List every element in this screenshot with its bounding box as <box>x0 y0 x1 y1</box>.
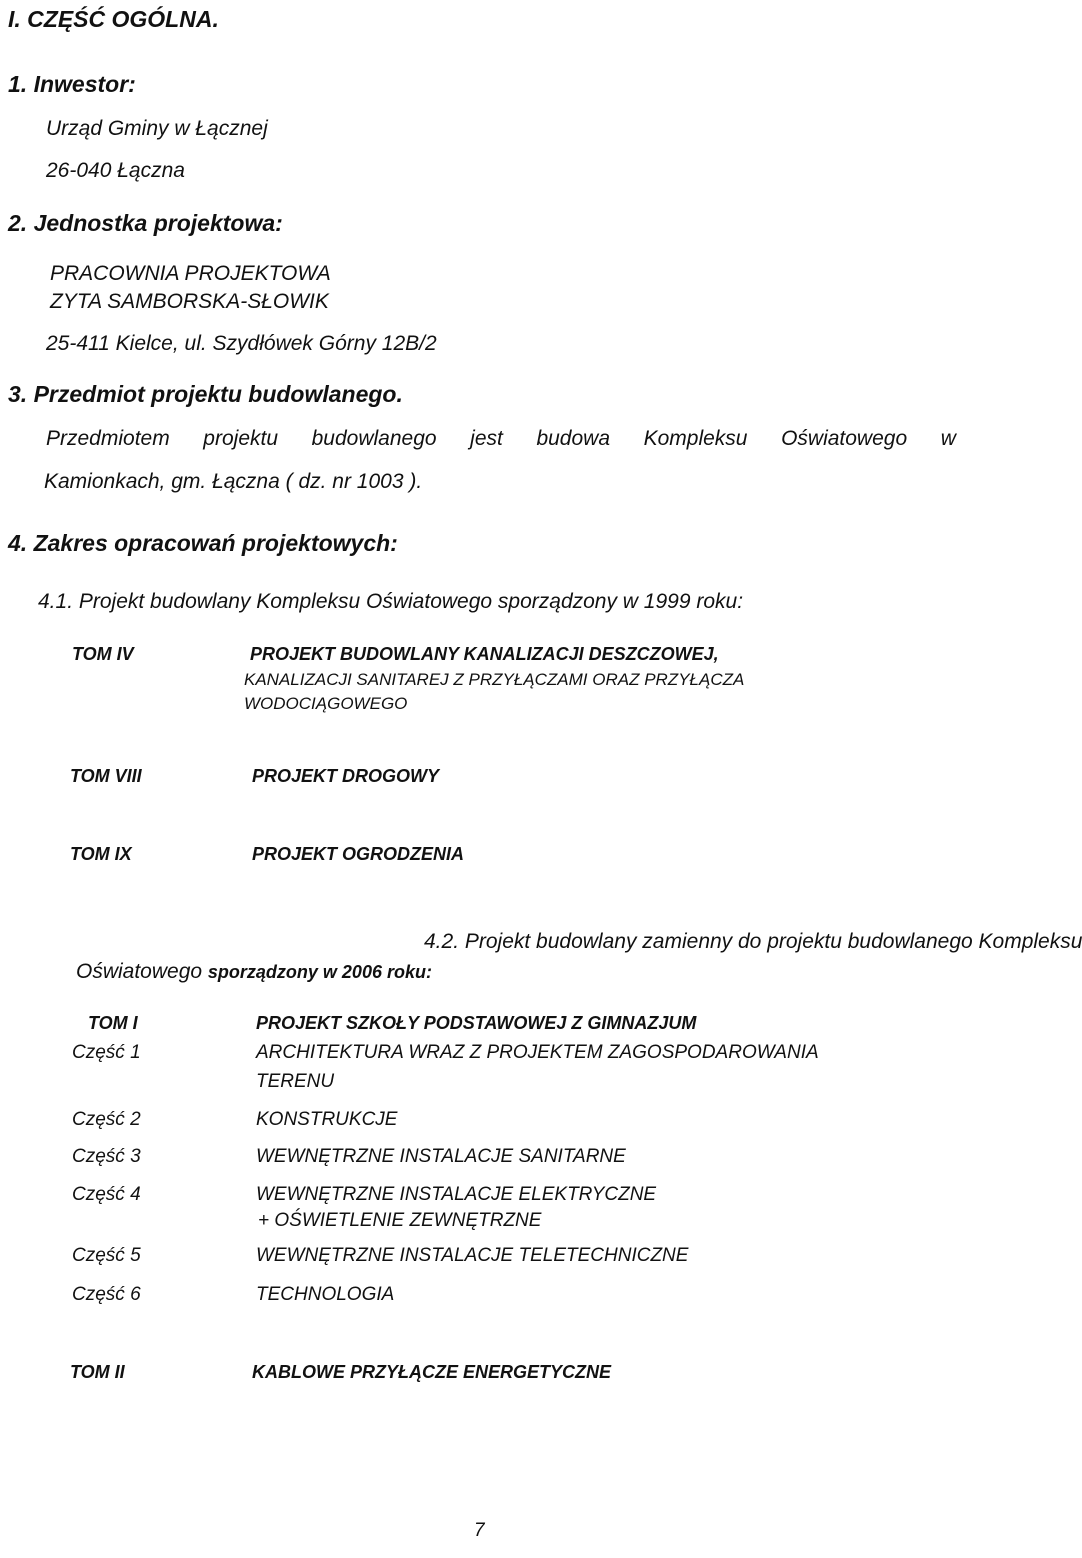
investor-line-1: Urząd Gminy w Łącznej <box>46 117 268 140</box>
subject-word: Oświatowego <box>781 427 908 450</box>
part-4-line-2: + OŚWIETLENIE ZEWNĘTRZNE <box>258 1210 542 1231</box>
part-1-line-1: ARCHITEKTURA WRAZ Z PROJEKTEM ZAGOSPODAROWANIA <box>256 1042 819 1063</box>
subject-word: Kompleksu <box>643 427 748 450</box>
tom-i-label: TOM I <box>88 1013 138 1033</box>
tom-i-title: PROJEKT SZKOŁY PODSTAWOWEJ Z GIMNAZJUM <box>256 1013 697 1033</box>
part-2-label: Część 2 <box>72 1109 141 1130</box>
part-4-line-1: WEWNĘTRZNE INSTALACJE ELEKTRYCZNE <box>256 1184 657 1205</box>
subject-word: budowa <box>536 427 610 450</box>
subject-word: Przedmiotem <box>46 427 170 450</box>
part-1-line-2: TERENU <box>256 1071 335 1092</box>
tom-iv-label: TOM IV <box>72 644 134 664</box>
part-6-label: Część 6 <box>72 1284 141 1305</box>
tom-viii-label: TOM VIII <box>70 766 142 786</box>
tom-viii-title: PROJEKT DROGOWY <box>252 766 440 786</box>
tom-iv-line-3: WODOCIĄGOWEGO <box>244 694 408 713</box>
scope-sub2-title-line-1: 4.2. Projekt budowlany zamienny do projektu budowlanego Kompleksu <box>424 930 1082 953</box>
scope-sub1-title: 4.1. Projekt budowlany Kompleksu Oświatowego sporządzony w 1999 roku: <box>38 590 744 613</box>
subject-word: jest <box>470 427 503 450</box>
tom-ix-title: PROJEKT OGRODZENIA <box>252 844 465 864</box>
scope-sub2-title-word: Oświatowego <box>76 960 203 983</box>
page-number: 7 <box>474 1520 485 1541</box>
part-2-line-1: KONSTRUKCJE <box>256 1109 398 1130</box>
design-unit-heading: 2. Jednostka projektowa: <box>8 210 283 236</box>
subject-word: w <box>940 427 956 450</box>
part-3-label: Część 3 <box>72 1146 141 1167</box>
tom-ii-label: TOM II <box>70 1362 125 1382</box>
subject-word: budowlanego <box>311 427 437 450</box>
part-6-line-1: TECHNOLOGIA <box>256 1284 395 1305</box>
part-5-line-1: WEWNĘTRZNE INSTALACJE TELETECHNICZNE <box>256 1245 689 1266</box>
scope-sub2-title-rest: sporządzony w 2006 roku: <box>207 962 432 982</box>
tom-iv-line-2: KANALIZACJI SANITAREJ Z PRZYŁĄCZAMI ORAZ PRZYŁĄCZA <box>244 670 745 689</box>
part-5-label: Część 5 <box>72 1245 141 1266</box>
scope-heading: 4. Zakres opracowań projektowych: <box>8 530 398 556</box>
investor-heading: 1. Inwestor: <box>8 71 136 97</box>
part-4-label: Część 4 <box>72 1184 141 1205</box>
design-unit-line-3: 25-411 Kielce, ul. Szydłówek Górny 12B/2 <box>46 332 437 355</box>
subject-line-2: Kamionkach, gm. Łączna ( dz. nr 1003 ). <box>44 470 423 493</box>
design-unit-line-1: PRACOWNIA PROJEKTOWA <box>50 262 331 285</box>
part-3-line-1: WEWNĘTRZNE INSTALACJE SANITARNE <box>256 1146 626 1167</box>
subject-line-1 <box>46 427 956 451</box>
subject-word: projektu <box>203 427 279 450</box>
design-unit-line-2: ZYTA SAMBORSKA-SŁOWIK <box>50 290 329 313</box>
tom-iv-line-1: PROJEKT BUDOWLANY KANALIZACJI DESZCZOWEJ, <box>250 644 719 664</box>
section-title: I. CZĘŚĆ OGÓLNA. <box>8 6 219 32</box>
part-1-label: Część 1 <box>72 1042 141 1063</box>
tom-ii-title: KABLOWE PRZYŁĄCZE ENERGETYCZNE <box>252 1362 612 1382</box>
tom-ix-label: TOM IX <box>70 844 132 864</box>
scope-sub2-title-line-2 <box>76 960 432 984</box>
investor-line-2: 26-040 Łączna <box>46 159 185 182</box>
subject-heading: 3. Przedmiot projektu budowlanego. <box>8 381 403 407</box>
